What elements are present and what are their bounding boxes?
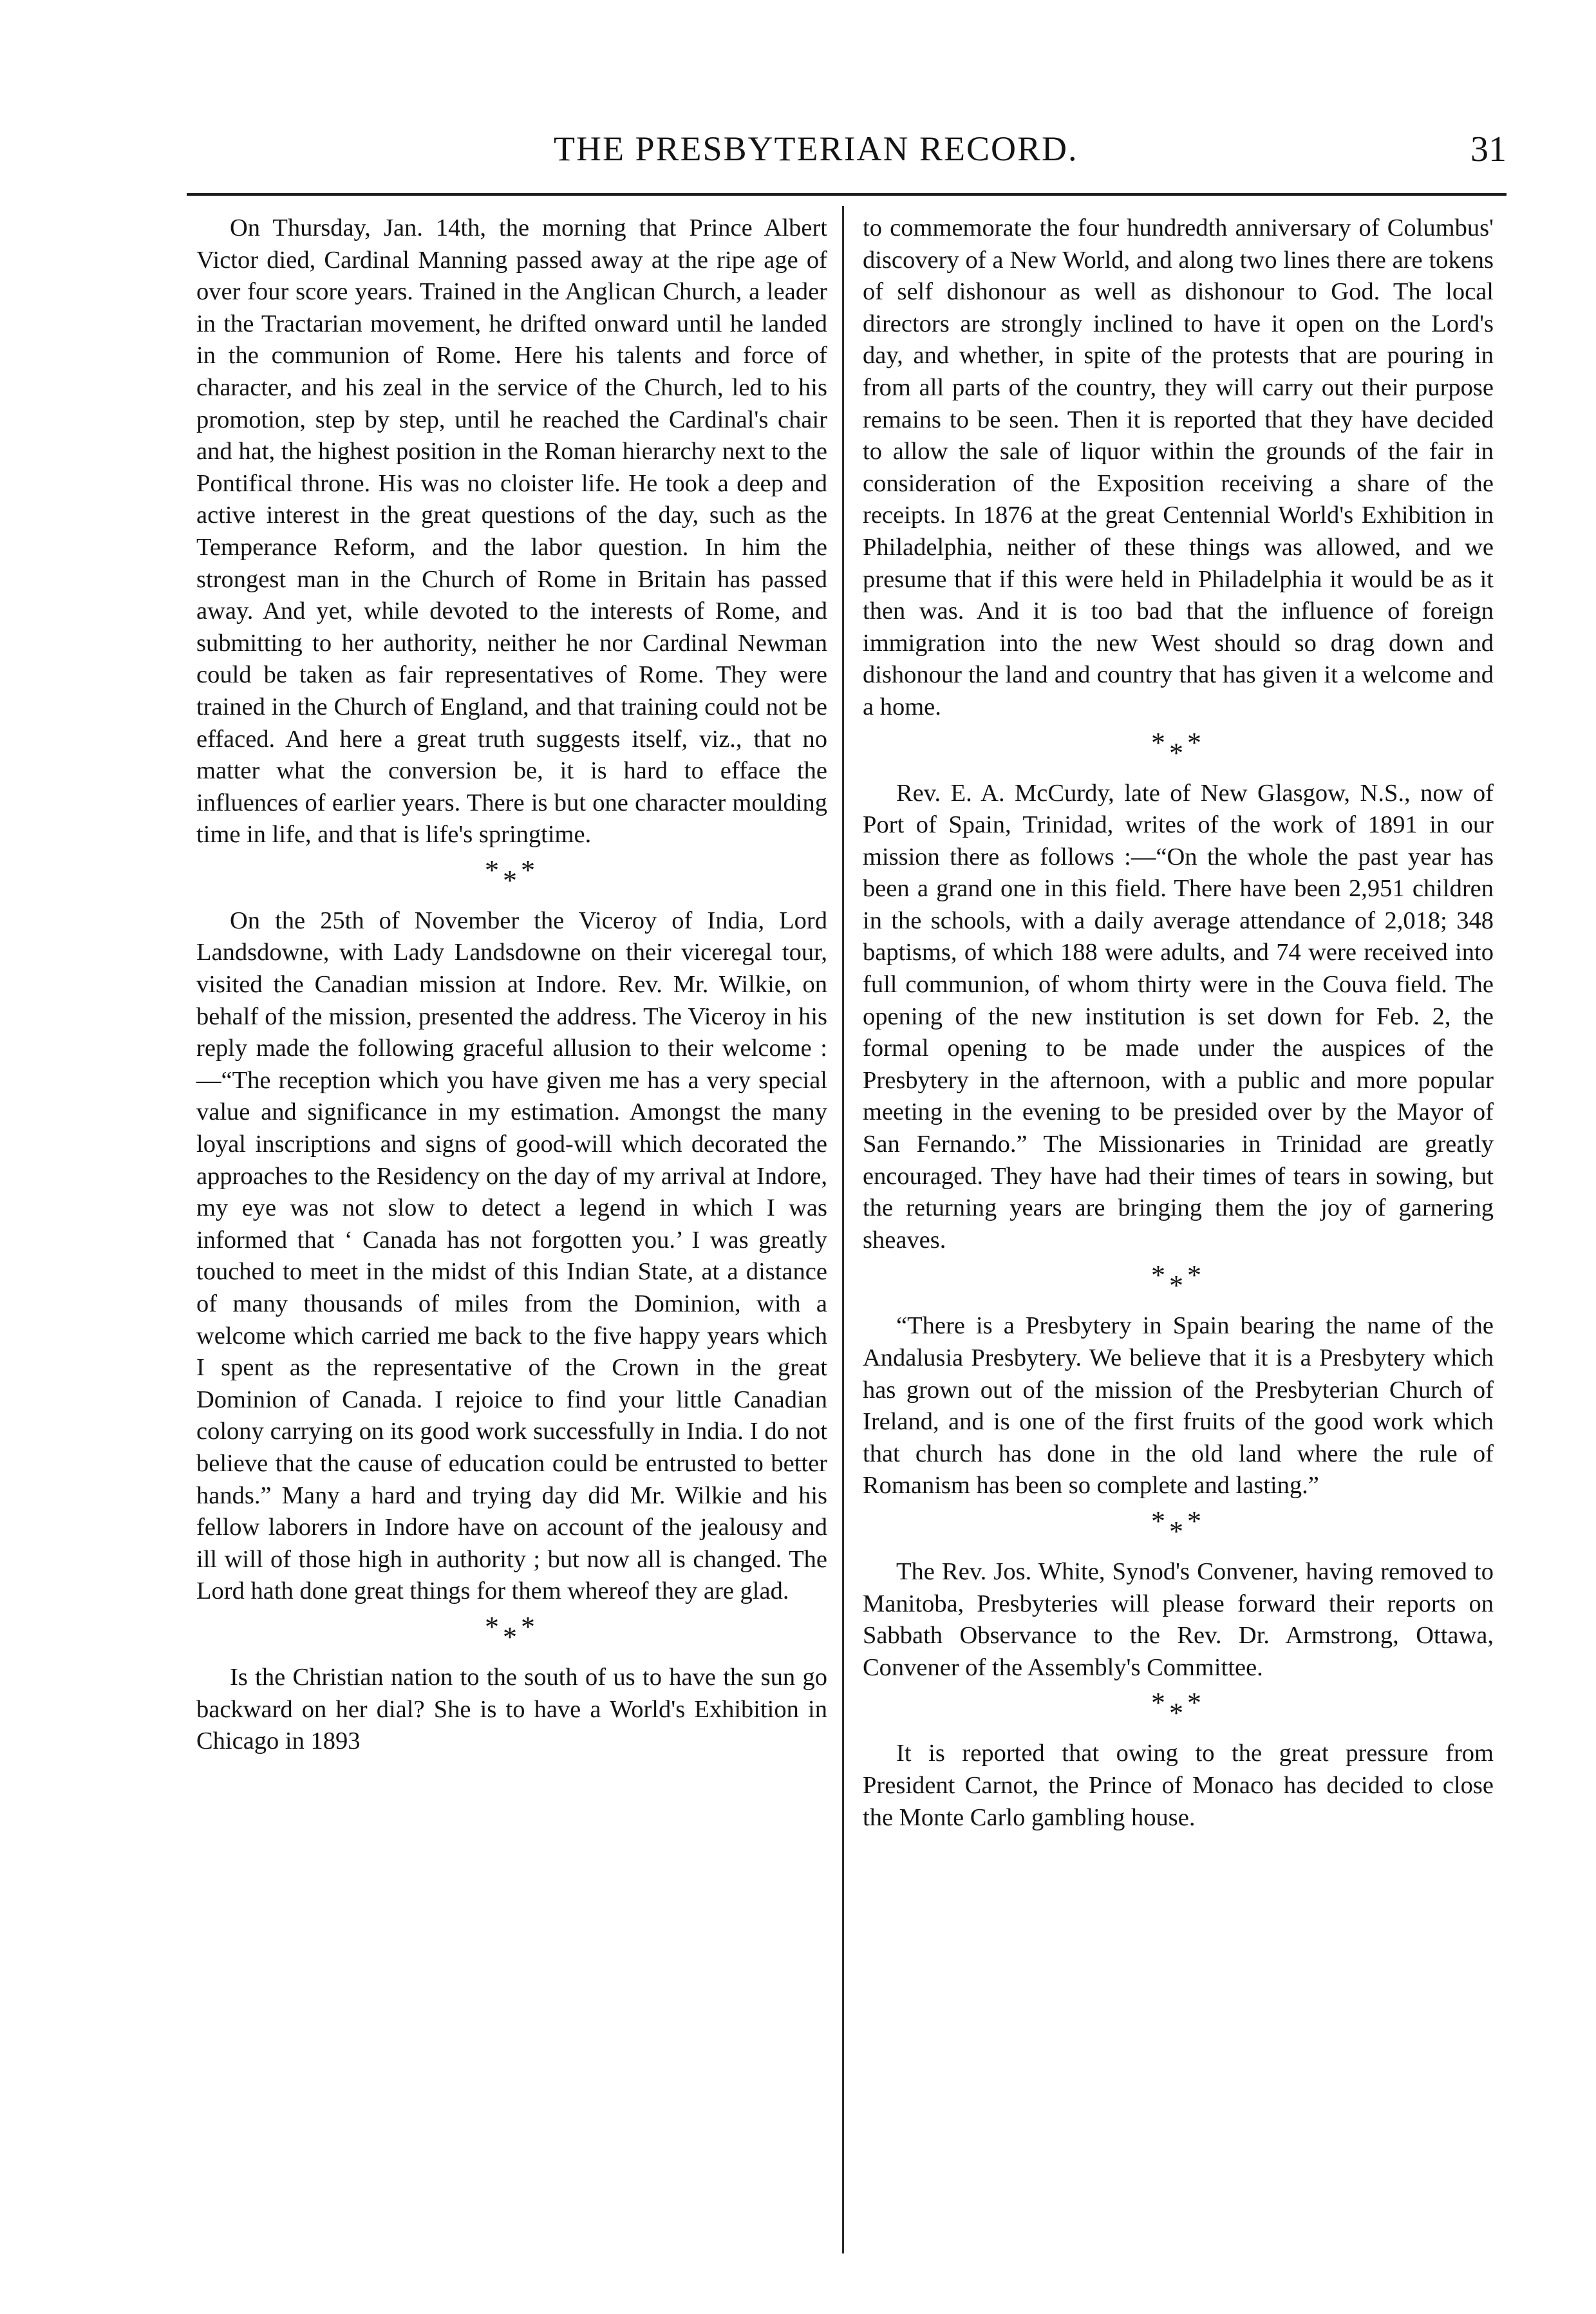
paragraph-chicago-exhibition: Is the Christian nation to the south of us to have the sun go backward on her dial? She is to have a World's Exhibition in Chicago in 1893 xyxy=(196,1663,827,1755)
section-separator xyxy=(863,1256,1494,1310)
paragraph-sabbath-reports: The Rev. Jos. White, Synod's Convener, having removed to Manitoba, Presbyteries will please forward their reports on Sabbath Observance to the Rev. Dr. Armstrong, Ottawa, Convener of the Assembly's Committee. xyxy=(863,1557,1494,1681)
page-number: 31 xyxy=(1470,129,1507,169)
separator-star: * xyxy=(1151,1687,1169,1719)
separator-star: * xyxy=(1187,726,1205,758)
left-column xyxy=(196,212,827,1758)
separator-star: * xyxy=(503,864,521,896)
paragraph-trinidad-mission: Rev. E. A. McCurdy, late of New Glasgow, N.S., now of Port of Spain, Trinidad, writes of the work of 1891 in our mission there as follows :—“On the whole the past year has been a grand one in this field. There have been 2,951 children in the schools, with a daily average attendance of 2,018; 348 baptisms, of which 188 were adults, and 74 were received into full communion, of whom thirty were in the Couva field. The opening of the new institution is set down for Feb. 2, the formal opening to be made under the auspices of the Presbytery in the afternoon, with a public and more popular meeting in the evening to be presided over by the Mayor of San Fernando.” The Missionaries in Trinidad are greatly encouraged. They have had their times of tears in sowing, but the returning years are bringing them the joy of garnering sheaves. xyxy=(863,779,1494,1254)
separator-star: * xyxy=(1169,1515,1187,1547)
paragraph-cardinal-manning: On Thursday, Jan. 14th, the morning that Prince Albert Victor died, Cardinal Manning passed away at the ripe age of over four score years. Trained in the Anglican Church, a leader in the Tractarian movement, he drifted onward until he landed in the communion of Rome. Here his talents and force of character, and his zeal in the service of the Church, led to his promotion, step by step, until he reached the Cardinal's chair and hat, the highest position in the Roman hierarchy next to the Pontifical throne. His was no cloister life. He took a deep and active interest in the great questions of the day, such as the Temperance Reform, and the labor question. In him the strongest man in the Church of Rome in Britain has passed away. And yet, while devoted to the interests of Rome, and submitting to her authority, neither he nor Cardinal Newman could be taken as fair representatives of Rome. They were trained in the Church of England, and that training could not be effaced. And here a great truth suggests itself, viz., that no matter what the conversion be, it is hard to efface the influences of earlier years. There is but one character moulding time in life, and that is life's springtime. xyxy=(196,214,827,849)
section-separator xyxy=(863,724,1494,778)
separator-star: * xyxy=(1151,726,1169,758)
separator-star: * xyxy=(1169,737,1187,769)
section-separator xyxy=(196,851,827,905)
header-rule xyxy=(187,193,1507,196)
separator-star: * xyxy=(485,1610,503,1642)
separator-star: * xyxy=(485,854,503,886)
paragraph-monte-carlo: It is reported that owing to the great pressure from President Carnot, the Prince of Monaco has decided to close the Monte Carlo gambling house. xyxy=(863,1740,1494,1831)
section-separator xyxy=(196,1608,827,1662)
separator-star: * xyxy=(521,1610,539,1642)
separator-star: * xyxy=(1151,1259,1169,1292)
section-separator xyxy=(863,1502,1494,1556)
running-title: THE PRESBYTERIAN RECORD. xyxy=(554,129,1078,168)
paragraph-spain-presbytery: “There is a Presbytery in Spain bearing the name of the Andalusia Presbytery. We believe that it is a Presbytery which has grown out of the mission of the Presbyterian Church of Ireland, and is one of the first fruits of the good work which that church has done in the old land where the rule of Romanism has been so complete and lasting.” xyxy=(863,1312,1494,1500)
paragraph-viceroy-indore: On the 25th of November the Viceroy of India, Lord Landsdowne, with Lady Landsdowne on their viceregal tour, visited the Canadian mission at Indore. Rev. Mr. Wilkie, on behalf of the mission, presented the address. The Viceroy in his reply made the following graceful allusion to their welcome :—“The reception which you have given me has a very special value and significance in my estimation. Amongst the many loyal inscriptions and signs of good-will which decorated the approaches to the Residency on the day of my arrival at Indore, my eye was not slow to detect a legend in which I was informed that ‘ Canada has not forgotten you.’ I was greatly touched to meet in the midst of this Indian State, at a distance of many thousands of miles from the Dominion, with a welcome which carried me back to the five happy years which I spent as the representative of the Crown in the great Dominion of Canada. I rejoice to find your little Canadian colony carrying on its good work successfully in India. I do not believe that the cause of education could be entrusted to better hands.” Many a hard and trying day did Mr. Wilkie and his fellow laborers in Indore have on account of the jealousy and ill will of those high in authority ; but now all is changed. The Lord hath done great things for them whereof they are glad. xyxy=(196,907,827,1605)
separator-star: * xyxy=(503,1621,521,1653)
page-header xyxy=(193,116,1507,187)
separator-star: * xyxy=(1169,1697,1187,1729)
separator-star: * xyxy=(1187,1505,1205,1537)
paragraph-chicago-exhibition-continued: to commemorate the four hundredth anniversary of Columbus' discovery of a New World, and along two lines there are tokens of self dishonour as well as dishonour to God. The local directors are strongly inclined to have it open on the Lord's day, and whether, in spite of the protests that are pouring in from all parts of the country, they will carry out their purpose remains to be seen. Then it is reported that they have decided to allow the sale of liquor within the grounds of the fair in consideration of the Exposition receiving a share of the receipts. In 1876 at the great Centennial World's Exhibition in Philadelphia, neither of these things was allowed, and we presume that if this were held in Philadelphia it would be as it then was. And it is too bad that the influence of foreign immigration into the new West should so drag down and dishonour the land and country that has given it a welcome and a home. xyxy=(863,214,1494,720)
separator-star: * xyxy=(1151,1505,1169,1537)
separator-star: * xyxy=(1169,1270,1187,1302)
separator-star: * xyxy=(1187,1259,1205,1292)
section-separator xyxy=(863,1684,1494,1738)
column-divider xyxy=(842,206,844,2253)
separator-star: * xyxy=(1187,1687,1205,1719)
separator-star: * xyxy=(521,854,539,886)
right-column xyxy=(863,212,1494,1834)
